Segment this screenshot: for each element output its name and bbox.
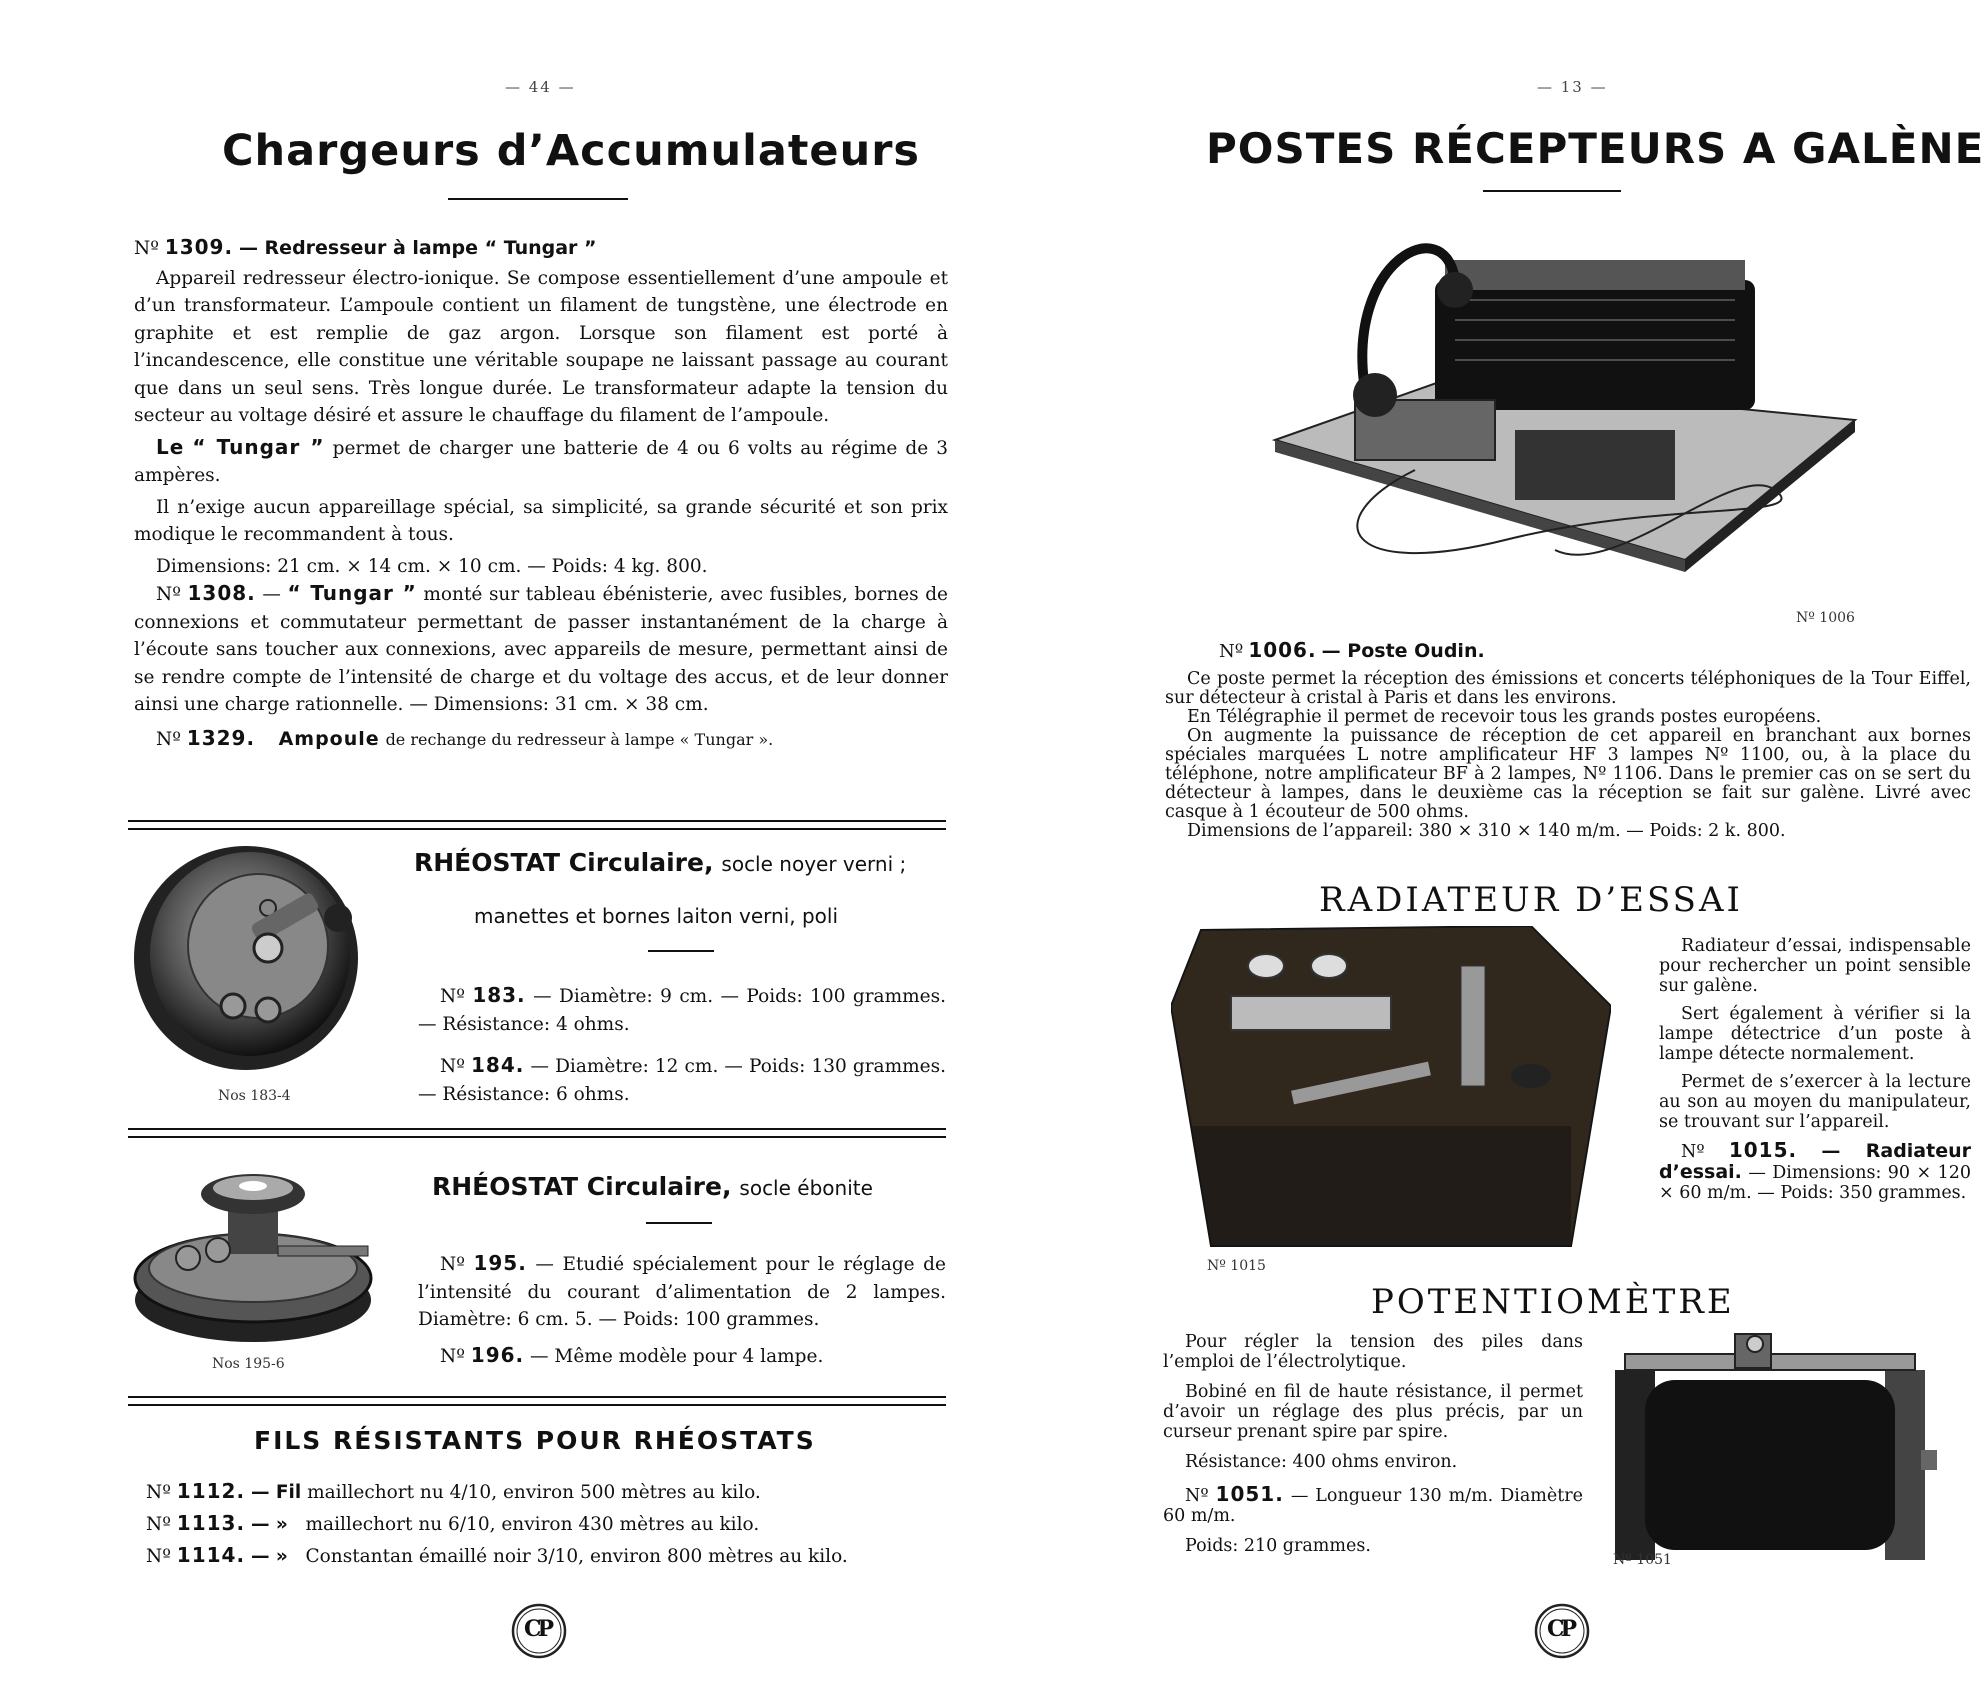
- rheostat2-items: [418, 1250, 946, 1370]
- radiateur-desc: [1659, 936, 1971, 1203]
- item-number-1308: 1308.: [187, 581, 256, 605]
- poste-1006-heading: [1219, 638, 1485, 662]
- page-number: — 44 —: [505, 78, 576, 96]
- poste-p3: On augmente la puissance de réception de cet appareil en branchant aux bornes spéciales marquées L notre amplificateur HF 3 lampes Nº 1100, ou, à la place du téléphone, notre amplificateur BF à 2 lampes, Nº 1106. Dans le premier cas on se sert du détecteur à lampes, dans le deuxième cas la réception se fait sur galène. Livré avec casque à 1 écouteur de 500 ohms.: [1165, 726, 1971, 822]
- tungar-section: [134, 234, 948, 753]
- rheostat2-rule: [646, 1222, 712, 1224]
- fils-title: FILS RÉSISTANTS POUR RHÉOSTATS: [254, 1426, 816, 1455]
- fils-row: [146, 1508, 946, 1540]
- item-text-183: — Diamètre: 9 cm. — Poids: 100 grammes. — Résistance: 4 ohms.: [418, 986, 946, 1035]
- item-dims-1015: — Dimensions: 90 × 120 × 60 m/m. — Poids: 350 grammes.: [1659, 1163, 1971, 1203]
- item-number: 1114.: [176, 1543, 246, 1567]
- page-title: Chargeurs d’Accumulateurs: [222, 126, 921, 176]
- item-no: Nº: [1219, 641, 1244, 662]
- fils-row: [146, 1540, 946, 1572]
- item-number-183: 183.: [472, 983, 526, 1007]
- item-text-184: — Diamètre: 12 cm. — Poids: 130 grammes. — Résistance: 6 ohms.: [418, 1056, 946, 1105]
- publisher-logo: [510, 1602, 568, 1660]
- item-no: Nº: [156, 584, 181, 605]
- poste-p4: Dimensions de l’appareil: 380 × 310 × 140 m/m. — Poids: 2 k. 800.: [1187, 821, 1786, 841]
- item-text-195: — Etudié spécialement pour le réglage de l’intensité du courant d’alimentation de 2 lampes. Diamètre: 6 cm. 5. — Poids: 100 grammes.: [418, 1254, 946, 1330]
- rheostat-195-illustration: [128, 1150, 378, 1350]
- radiateur-p3: Permet de s’exercer à la lecture au son au moyen du manipulateur, se trouvant sur l’appareil.: [1659, 1072, 1971, 1132]
- rheostat-195-caption: Nos 195-6: [212, 1356, 285, 1372]
- tungar-permet: permet de charger une batterie de 4 ou 6 volts au régime de 3 ampères.: [134, 437, 949, 486]
- item-desc-1308: monté sur tableau ébénisterie, avec fusibles, bornes de connexions et commutateur permettant de passer instantanément de la charge à l’écoute sans toucher aux connexions, avec appareils de mesure, permettant ainsi de se rendre compte de l’intensité de charge et du voltage des accus, et de leur donner ainsi une charge rationnelle. — Dimensions: 31 cm. × 38 cm.: [134, 584, 948, 715]
- radiateur-p2: Sert également à vérifier si la lampe détectrice d’un poste à lampe détecte normalement.: [1659, 1004, 1971, 1064]
- item-name-1015: — Radiateur d’essai.: [1659, 1140, 1971, 1183]
- item-number-195: 195.: [473, 1251, 527, 1275]
- section-divider: [128, 820, 946, 830]
- rheostat1-title: [414, 848, 906, 877]
- poste-p1: Ce poste permet la réception des émissions et concerts téléphoniques de la Tour Eiffel, sur détecteur à cristal à Paris et dans les environs.: [1165, 669, 1971, 708]
- item-dash: — »: [250, 1546, 288, 1567]
- section-divider: [128, 1128, 946, 1138]
- item-number: 1113.: [176, 1511, 246, 1535]
- poste-1006-caption: Nº 1006: [1796, 610, 1855, 626]
- poste-1006-image: [1255, 220, 1875, 610]
- item-no: Nº: [1681, 1142, 1705, 1162]
- potentiometre-1051-illustration: [1605, 1330, 1941, 1560]
- item-text: maillechort nu 4/10, environ 500 mètres au kilo.: [307, 1482, 761, 1503]
- potentiometre-desc: [1163, 1332, 1583, 1556]
- item-no: Nº: [440, 1345, 465, 1367]
- section-divider: [128, 1396, 946, 1406]
- rheostat2-title-bold: RHÉOSTAT Circulaire,: [432, 1172, 732, 1201]
- item-no: Nº: [146, 1514, 171, 1535]
- rheostat2-title-rest: socle ébonite: [739, 1176, 873, 1200]
- item-number: 1112.: [176, 1479, 246, 1503]
- item-number-1329: 1329.: [186, 725, 256, 750]
- item-text: Constantan émaillé noir 3/10, environ 800 mètres au kilo.: [305, 1546, 848, 1567]
- title-rule: [1483, 190, 1621, 192]
- item-text: maillechort nu 6/10, environ 430 mètres au kilo.: [305, 1514, 760, 1535]
- tungar-dimensions: Dimensions: 21 cm. × 14 cm. × 10 cm. — Poids: 4 kg. 800.: [156, 555, 708, 577]
- tungar-exige: Il n’exige aucun appareillage spécial, sa simplicité, sa grande sécurité et son prix modique le recommandent à tous.: [134, 496, 948, 545]
- item-number-184: 184.: [471, 1053, 525, 1077]
- item-no: Nº: [146, 1482, 171, 1503]
- fils-list: [146, 1476, 946, 1572]
- poste-1006-illustration: [1255, 220, 1875, 610]
- item-text-1051: — Longueur 130 m/m. Diamètre 60 m/m.: [1163, 1486, 1583, 1526]
- item-name-1006: — Poste Oudin.: [1321, 640, 1485, 662]
- tungar-le: Le: [156, 434, 185, 459]
- rheostat1-rule: [648, 950, 714, 952]
- potentiometre-title: POTENTIOMÈTRE: [1371, 1282, 1735, 1322]
- rheostat1-title-rest: socle noyer verni ;: [721, 852, 907, 876]
- pot-p2: Bobiné en fil de haute résistance, il permet d’avoir un réglage des plus précis, par un curseur prenant spire par spire.: [1163, 1382, 1583, 1442]
- rheostat-183-image: [128, 838, 368, 1078]
- page-number: — 13 —: [1537, 78, 1608, 96]
- fils-row: [146, 1476, 946, 1508]
- logo-text: CP: [1547, 1616, 1574, 1642]
- item-dash: — »: [250, 1514, 288, 1535]
- item-dash: — Fil: [250, 1482, 302, 1503]
- item-name-1308: “ Tungar ”: [287, 581, 417, 605]
- radiateur-1015-caption: Nº 1015: [1207, 1258, 1266, 1274]
- rheostat1-items: [418, 982, 946, 1108]
- logo-text: CP: [524, 1616, 551, 1642]
- item-desc-1329: de rechange du redresseur à lampe « Tungar ».: [385, 729, 774, 749]
- right-page: [993, 0, 1986, 1702]
- pot-p3: Résistance: 400 ohms environ.: [1185, 1452, 1458, 1472]
- radiateur-1015-image: [1171, 926, 1611, 1252]
- item-number-1006: 1006.: [1248, 638, 1317, 662]
- item-desc-1309: Appareil redresseur électro-ionique. Se compose essentiellement d’une ampoule et d’un transformateur. L’ampoule contient un filament de tungstène, une électrode en graphite et est remplie de gaz argon. Lorsque son filament est porté à l’incandescence, elle constitue une véritable soupape ne laissant passage au courant que dans un seul sens. Très longue durée. Le transformateur adapte la tension du secteur au voltage désiré et assure le chauffage du filament de l’ampoule.: [134, 267, 948, 426]
- title-rule: [448, 198, 628, 200]
- item-number-196: 196.: [470, 1342, 525, 1367]
- item-no: Nº: [146, 1546, 171, 1567]
- item-title-1309: — Redresseur à lampe “ Tungar ”: [238, 237, 597, 259]
- pot-p1: Pour régler la tension des piles dans l’emploi de l’électrolytique.: [1163, 1332, 1583, 1372]
- rheostat1-title-bold: RHÉOSTAT Circulaire,: [414, 848, 714, 877]
- potentiometre-1051-caption: Nº 1051: [1613, 1552, 1672, 1568]
- rheostat-183-caption: Nos 183-4: [218, 1088, 291, 1104]
- item-text-196: — Même modèle pour 4 lampe.: [530, 1345, 824, 1367]
- potentiometre-1051-image: [1605, 1330, 1941, 1560]
- radiateur-title: RADIATEUR D’ESSAI: [1319, 880, 1743, 920]
- poste-1006-desc: [1165, 670, 1971, 841]
- tungar-name: “ Tungar ”: [192, 434, 325, 459]
- item-no: Nº: [440, 986, 465, 1007]
- publisher-logo: [1533, 1602, 1591, 1660]
- radiateur-p1: Radiateur d’essai, indispensable pour rechercher un point sensible sur galène.: [1659, 936, 1971, 996]
- item-number-1051: 1051.: [1215, 1482, 1284, 1506]
- rheostat1-subtitle: manettes et bornes laiton verni, poli: [474, 904, 839, 928]
- item-no: Nº: [134, 238, 159, 259]
- rheostat-183-illustration: [128, 838, 368, 1078]
- poste-p2: En Télégraphie il permet de recevoir tous les grands postes européens.: [1187, 707, 1822, 727]
- item-name-1329: Ampoule: [278, 727, 380, 750]
- pot-poids: Poids: 210 grammes.: [1185, 1536, 1371, 1556]
- item-no: Nº: [440, 1056, 465, 1077]
- item-no: Nº: [440, 1254, 465, 1275]
- item-no: Nº: [156, 728, 181, 750]
- page-title: POSTES RÉCEPTEURS A GALÈNE: [1206, 124, 1985, 173]
- item-number-1015: 1015.: [1728, 1138, 1798, 1162]
- rheostat2-title: [432, 1172, 873, 1201]
- dash: —: [262, 584, 281, 605]
- item-number-1309: 1309.: [164, 235, 234, 259]
- item-no: Nº: [1185, 1486, 1209, 1506]
- radiateur-1015-illustration: [1171, 926, 1611, 1252]
- rheostat-195-image: [128, 1150, 378, 1350]
